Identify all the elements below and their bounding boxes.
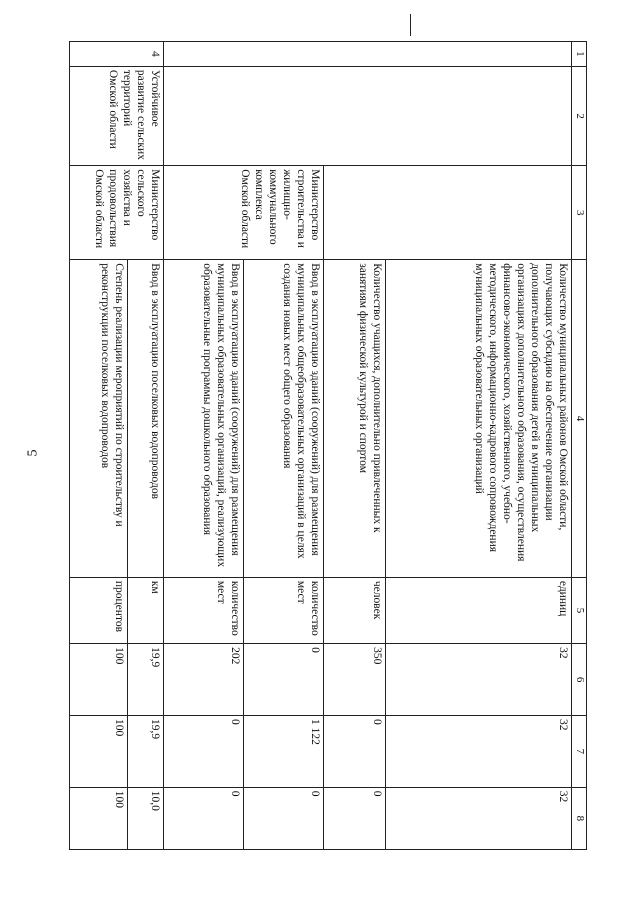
value-cell: 100 — [70, 787, 128, 849]
value-cell: 0 — [324, 715, 386, 787]
ministry-cell — [324, 166, 572, 260]
indicator-cell: Ввод в эксплуатацию поселковых водопроводов — [128, 260, 164, 578]
program-cell — [164, 66, 572, 165]
header-row — [572, 42, 587, 850]
unit-cell: количество мест — [244, 577, 324, 643]
unit-cell: человек — [324, 577, 386, 643]
value-cell: 0 — [324, 787, 386, 849]
value-cell: 0 — [244, 644, 324, 716]
row-number-cell — [164, 42, 572, 67]
unit-cell: единиц — [386, 577, 572, 643]
value-cell: 32 — [386, 715, 572, 787]
header-cell: 6 — [572, 644, 587, 716]
indicators-table — [69, 41, 587, 850]
indicator-cell: Степень реализации мероприятий по строительству и реконструкции поселковых водопроводов — [70, 260, 128, 578]
value-cell: 19,9 — [128, 644, 164, 716]
header-cell: 5 — [572, 577, 587, 643]
value-cell: 1 122 — [244, 715, 324, 787]
value-cell: 32 — [386, 787, 572, 849]
header-cell: 3 — [572, 166, 587, 260]
value-cell: 0 — [244, 787, 324, 849]
margin-line — [410, 14, 411, 36]
program-cell: Устойчивое развитие сельских территорий Омской области — [70, 66, 164, 165]
value-cell: 32 — [386, 644, 572, 716]
value-cell: 0 — [164, 787, 244, 849]
indicator-cell: Ввод в эксплуатацию зданий (сооружений) для размещения муниципальных общеобразовательных организаций в целях создания новых мест общего образования — [244, 260, 324, 578]
value-cell: 202 — [164, 644, 244, 716]
table-row — [386, 42, 572, 850]
row-number-cell: 4 — [70, 42, 164, 67]
value-cell: 100 — [70, 644, 128, 716]
value-cell: 19,9 — [128, 715, 164, 787]
header-cell: 1 — [572, 42, 587, 67]
ministry-cell: Министерство строительства и жилищно-коммунального комплекса Омской области — [164, 166, 324, 260]
indicator-cell: Количество учащихся, дополнительно привлеченных к занятиям физической культурой и спортом — [324, 260, 386, 578]
value-cell: 10,0 — [128, 787, 164, 849]
page-number: 5 — [25, 449, 41, 457]
unit-cell: км — [128, 577, 164, 643]
header-cell: 8 — [572, 787, 587, 849]
value-cell: 0 — [164, 715, 244, 787]
ministry-cell: Министерство сельского хозяйства и продовольствия Омской области — [70, 166, 164, 260]
unit-cell: процентов — [70, 577, 128, 643]
indicator-cell: Количество муниципальных районов Омской области, получающих субсидию на обеспечение организации дополнительного образования детей в муниципальных организациях дополнительного образования, осуществления финансово-экономического, хозяйственного, учебно-методического, информационно-кадрового сопровождения муниципальных образовательных организаций — [386, 260, 572, 578]
header-cell: 2 — [572, 66, 587, 165]
value-cell: 350 — [324, 644, 386, 716]
table-wrapper — [70, 41, 587, 850]
value-cell: 100 — [70, 715, 128, 787]
header-cell: 7 — [572, 715, 587, 787]
unit-cell: количество мест — [164, 577, 244, 643]
header-cell: 4 — [572, 260, 587, 578]
table-row — [128, 42, 164, 850]
indicator-cell: Ввод в эксплуатацию зданий (сооружений) для размещения муниципальных образовательных организаций, реализующих образовательные программы дошкольного образования — [164, 260, 244, 578]
